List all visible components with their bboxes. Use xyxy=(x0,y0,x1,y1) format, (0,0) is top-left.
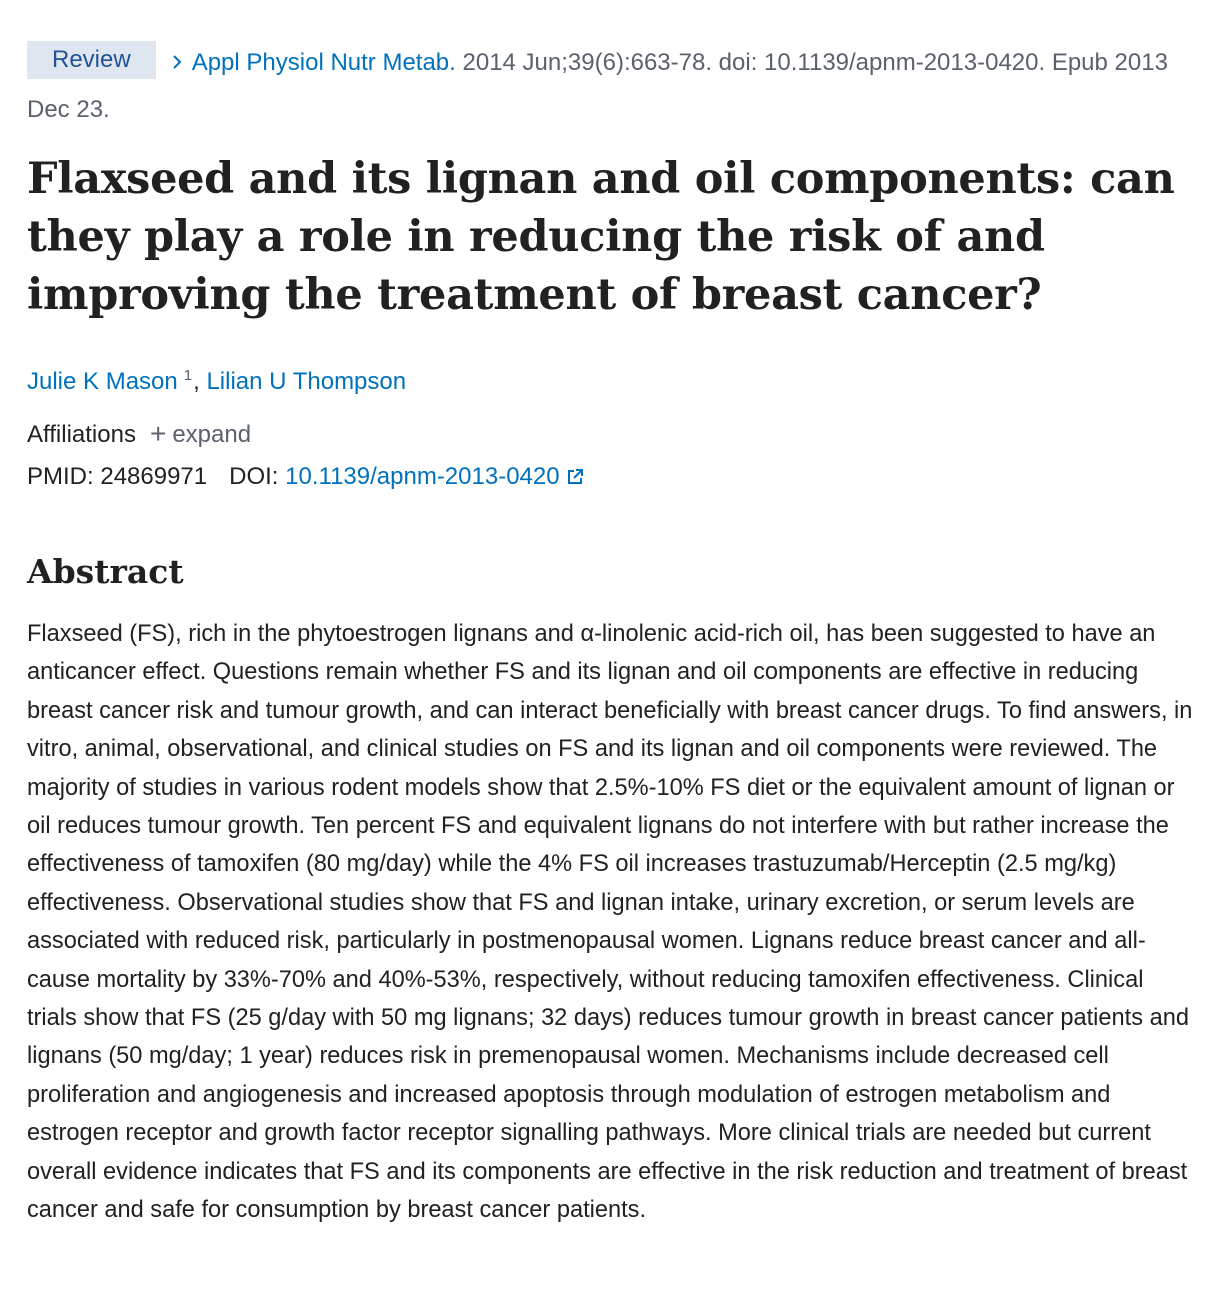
doi-link[interactable] xyxy=(285,463,583,490)
affiliations-row xyxy=(27,417,251,452)
citation-line xyxy=(27,39,1197,133)
identifiers-row xyxy=(27,460,584,494)
abstract-text: Flaxseed (FS), rich in the phytoestrogen lignans and α-linolenic acid-rich oil, has been suggested to have an anticancer effect. Questions remain whether FS and its lignan and oil components are effective in reducing breast cancer risk and tumour growth, and can interact beneficially with breast cancer drugs. To find answers, in vitro, animal, observational, and clinical studies on FS and its lignan and oil components were reviewed. The majority of studies in various rodent models show that 2.5%-10% FS diet or the equivalent amount of lignan or oil reduces tumour growth. Ten percent FS and equivalent lignans do not interfere with but rather increase the effectiveness of tamoxifen (80 mg/day) while the 4% FS oil increases trastuzumab/Herceptin (2.5 mg/kg) effectiveness. Observational studies show that FS and lignan intake, urinary excretion, or serum levels are associated with reduced risk, particularly in postmenopausal women. Lignans reduce breast cancer and all-cause mortality by 33%-70% and 40%-53%, respectively, without reducing tamoxifen effectiveness. Clinical trials show that FS (25 g/day with 50 mg lignans; 32 days) reduces tumour growth in breast cancer patients and lignans (50 mg/day; 1 year) reduces risk in premenopausal women. Mechanisms include decreased cell proliferation and angiogenesis and increased apoptosis through modulation of estrogen metabolism and estrogen receptor and growth factor receptor signalling pathways. More clinical trials are needed but current overall evidence indicates that FS and its components are effective in the risk reduction and treatment of breast cancer and safe for consumption by breast cancer patients. xyxy=(27,621,1193,1224)
expand-label: expand xyxy=(172,421,252,448)
article-title: Flaxseed and its lignan and oil components: can they play a role in reducing the risk of and improving the treatment of breast cancer? xyxy=(27,154,1175,320)
plus-icon: + xyxy=(149,418,167,449)
pmid-label: PMID: xyxy=(27,463,94,490)
chevron-right-icon xyxy=(170,55,184,69)
publication-type-badge: Review xyxy=(27,41,156,79)
affiliations-expand-button[interactable] xyxy=(149,418,252,449)
author-separator: , xyxy=(193,368,200,395)
affiliation-ref[interactable]: 1 xyxy=(183,367,193,384)
journal-name: Appl Physiol Nutr Metab. xyxy=(191,49,456,76)
external-link-icon xyxy=(566,468,584,486)
author-link[interactable]: Julie K Mason xyxy=(27,368,178,395)
abstract-heading: Abstract xyxy=(27,552,184,591)
doi-value: 10.1139/apnm-2013-0420 xyxy=(285,463,560,490)
author-link[interactable]: Lilian U Thompson xyxy=(206,368,407,395)
affiliations-label: Affiliations xyxy=(27,421,136,448)
journal-link[interactable] xyxy=(170,49,456,76)
citation-details: 2014 Jun;39(6):663-78. doi: 10.1139/apnm-2013-0420. Epub 2013 Dec 23. xyxy=(27,49,1168,123)
doi-label: DOI: xyxy=(229,463,279,490)
pmid-value: 24869971 xyxy=(100,463,208,490)
authors-list xyxy=(27,358,406,400)
